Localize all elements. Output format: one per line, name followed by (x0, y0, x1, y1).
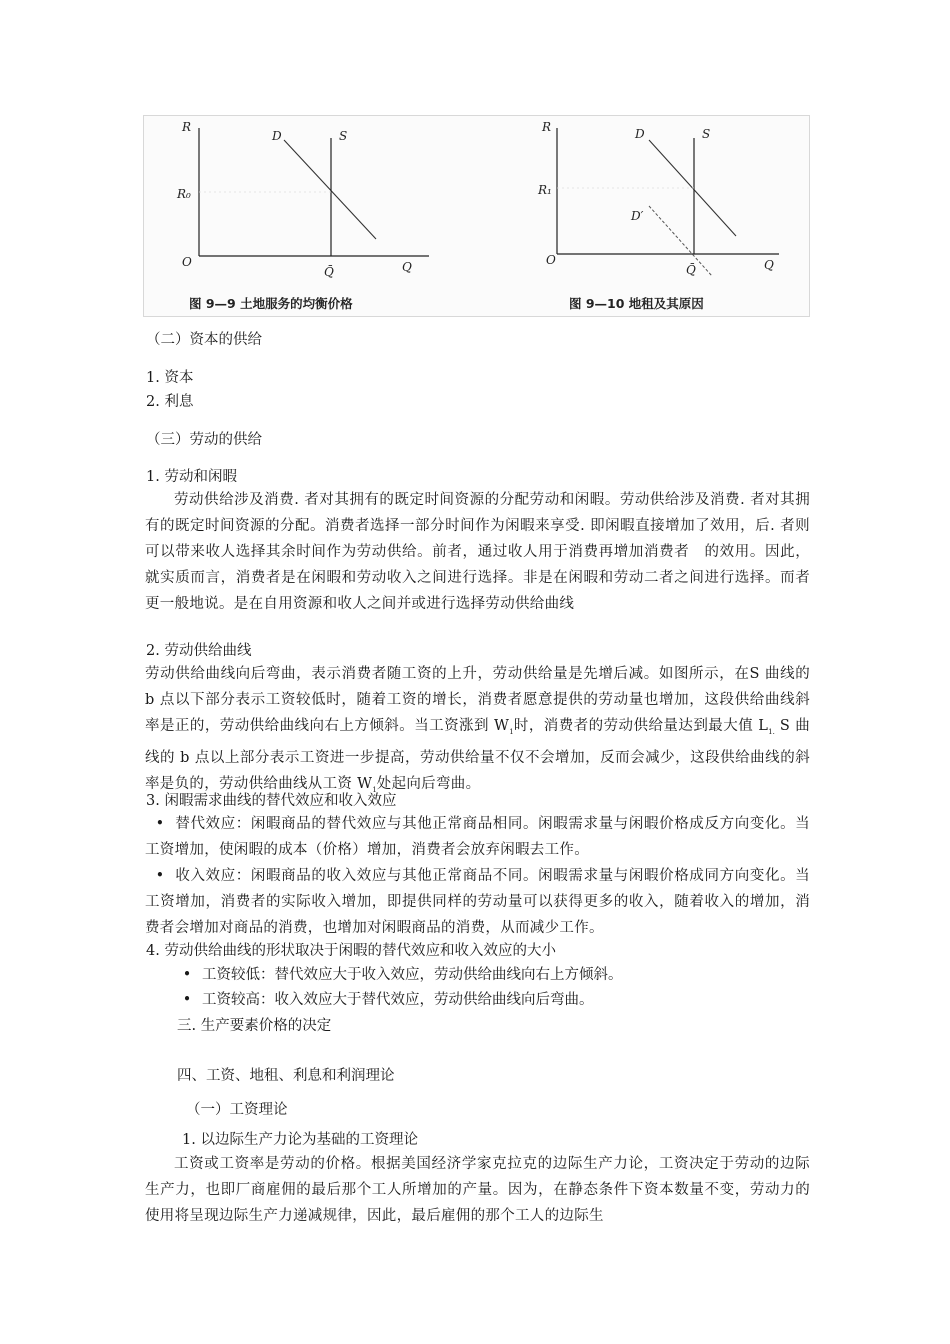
right-x-label: Q (764, 258, 774, 272)
labor-curve-text-c: S 曲线的 b 点以上部分表示工资进一步提高，劳动供给量不仅不会增加，反而会减少，这段供给曲线的斜率是负的，劳动供给曲线从工资 W (145, 718, 811, 792)
high-wage-text: 工资较高：收入效应大于替代效应，劳动供给曲线向后弯曲。 (202, 992, 594, 1008)
paragraph-labor-leisure: 劳动供给涉及消费. 者对其拥有的既定时间资源的分配劳动和闲暇。劳动供给涉及消费. 者对其拥有的既定时间资源的分配。消费者选择一部分时间作为闲暇来享受. 即闲暇直接增加了效用，后. 者则可以带来收人选择其余时间作为劳动供给。前者，通过收人用于消费再增加消费者 的效用。因此，就实质而言，消费者是在闲暇和劳动收入之间进行选择。非是在闲暇和劳动二者之间进行选择。而者更一般地说。是在自用资源和收人之间并或进行选择劳动供给曲线 (145, 492, 810, 612)
right-shifted-demand-curve (649, 206, 712, 276)
item-labor-leisure: 1. 劳动和闲暇 (146, 469, 237, 485)
substitution-effect-text: 替代效应：闲暇商品的替代效应与其他正常商品相同。闲暇需求量与闲暇价格成反方向变化。当工资增加，使闲暇的成本（价格）增加，消费者会放弃闲暇去工作。 (145, 816, 810, 858)
low-wage-text: 工资较低：替代效应大于收入效应，劳动供给曲线向右上方倾斜。 (202, 967, 623, 983)
item-capital: 1. 资本 (146, 370, 194, 386)
section-theories: 四、工资、地租、利息和利润理论 (177, 1068, 395, 1084)
labor-curve-text-b: 时，消费者的劳动供给量达到最大值 L (513, 718, 769, 734)
left-price-level: R₀ (177, 187, 191, 201)
right-price-level: R₁ (538, 183, 552, 197)
economics-diagrams (144, 116, 809, 316)
right-demand-label: D (635, 127, 645, 141)
income-effect-text: 收入效应：闲暇商品的收入效应与其他正常商品不同。闲暇需求量与闲暇价格成同方向变化。当工资增加，消费者的实际收入增加，即提供同样的劳动量可以获得更多的收入，随着收入的增加，消费者会增加对商品的消费，也增加对闲暇商品的消费，从而减少工作。 (145, 868, 810, 936)
right-y-label: R (542, 120, 552, 134)
item-interest: 2. 利息 (146, 394, 194, 410)
heading-capital-supply: （二）资本的供给 (146, 332, 262, 348)
left-demand-label: D (272, 129, 282, 143)
labor-curve-text-a: 劳动供给曲线向后弯曲，表示消费者随工资的上升，劳动供给量是先增后减。如图所示，在S 曲线的 b 点以下部分表示工资较低时，随着工资的增长，消费者愿意提供的劳动量也增加，这段供给曲线斜率是正的，劳动供给曲线向右上方倾斜。当工资涨到 W (145, 666, 810, 734)
heading-labor-supply: （三）劳动的供给 (146, 432, 262, 448)
bullet-icon: • (155, 816, 165, 832)
item-curve-shape: 4. 劳动供给曲线的形状取决于闲暇的替代效应和收入效应的大小 (146, 943, 556, 959)
item-leisure-effects: 3. 闲暇需求曲线的替代效应和收入效应 (146, 793, 397, 809)
bullet-icon: • (155, 868, 165, 884)
paragraph-substitution-effect (145, 811, 810, 863)
left-x-label: Q (402, 260, 412, 274)
left-y-label: R (182, 120, 192, 134)
paragraph-income-effect (145, 863, 810, 941)
right-caption: 图 9—10 地租及其原因 (569, 296, 704, 311)
left-qty-label: Q̄ (324, 265, 334, 279)
w1-subscript: 1 (509, 728, 514, 736)
left-supply-label: S (339, 129, 348, 143)
paragraph-wage-theory: 工资或工资率是劳动的价格。根据美国经济学家克拉克的边际生产力论，工资决定于劳动的边际生产力，也即厂商雇佣的最后那个工人所增加的产量。因为，在静态条件下资本数量不变，劳动力的使用将呈现边际生产力递减规律，因此，最后雇佣的那个工人的边际生 (145, 1156, 810, 1224)
paragraph-labor-supply-curve (145, 661, 810, 803)
heading-wage-theory: （一）工资理论 (186, 1102, 288, 1118)
item-marginal-productivity: 1. 以边际生产力论为基础的工资理论 (182, 1132, 418, 1148)
left-caption: 图 9—9 土地服务的均衡价格 (189, 296, 353, 311)
item-labor-supply-curve: 2. 劳动供给曲线 (146, 643, 252, 659)
right-supply-label: S (702, 127, 711, 141)
bullet-low-wage (172, 965, 623, 985)
bullet-high-wage (172, 990, 594, 1010)
left-origin: O (182, 255, 192, 269)
bullet-icon: • (182, 967, 192, 983)
bullet-icon: • (182, 992, 192, 1008)
left-demand-curve (284, 140, 376, 239)
figure-panel (143, 115, 810, 317)
w1-subscript-2: 1 (372, 786, 377, 794)
right-demand2-label: D′ (631, 209, 644, 223)
right-origin: O (546, 253, 556, 267)
section-factor-prices: 三. 生产要素价格的决定 (177, 1018, 332, 1034)
right-qty-label: Q̄ (686, 263, 696, 277)
l1-subscript: 1. (768, 728, 775, 736)
labor-curve-text-d: 处起向后弯曲。 (376, 776, 481, 792)
